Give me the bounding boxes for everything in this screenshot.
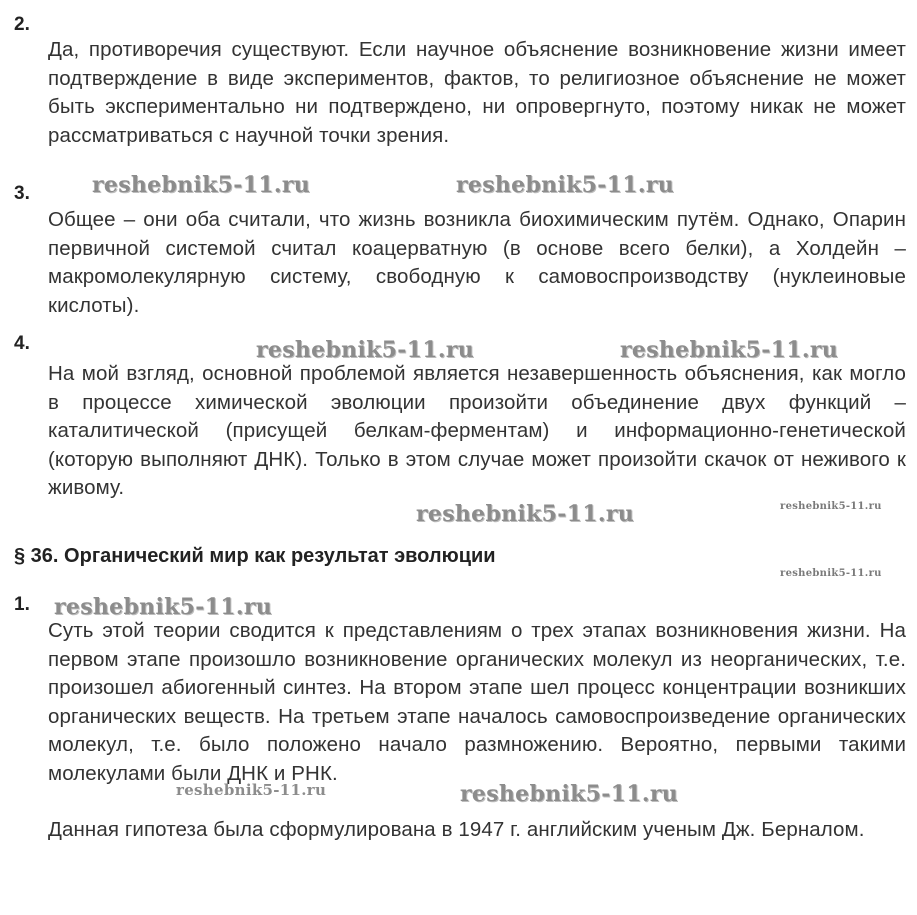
watermark: reshebnik5-11.ru: [54, 594, 273, 620]
watermark: reshebnik5-11.ru: [256, 337, 475, 363]
watermark: reshebnik5-11.ru: [780, 568, 882, 579]
watermark: reshebnik5-11.ru: [456, 172, 675, 198]
watermark: reshebnik5-11.ru: [416, 501, 635, 527]
item-number: 1.: [14, 594, 30, 615]
answer-paragraph: На мой взгляд, основной проблемой является незавершенность объяснения, как могло в процессе химической эволюции произойти объединение двух функций – каталитической (присущей белкам-ферментам) и информационно-генетической (которую выполняют ДНК). Только в этом случае может произойти скачок от неживого к живому.: [48, 362, 906, 499]
section-heading: § 36. Органический мир как результат эволюции: [14, 545, 496, 567]
watermark: reshebnik5-11.ru: [92, 172, 311, 198]
item-number: 2.: [14, 14, 30, 35]
answer-paragraph: Да, противоречия существуют. Если научное объяснение возникновение жизни имеет подтверждение в виде экспериментов, фактов, то религиозное объяснение не может быть экспериментально ни подтверждено, ни опровергнуто, поэтому никак не может рассматриваться с научной точки зрения.: [48, 38, 906, 147]
answer-paragraph: Суть этой теории сводится к представлениям о трех этапах возникновения жизни. На первом этапе произошло возникновение органических молекул из неорганических, т.е. произошел абиогенный синтез. На втором этапе шел процесс концентрации возникших органических веществ. На третьем этапе началось самовоспроизведение органических молекул, т.е. было положено начало размножению. Вероятно, первыми такими молекулами были ДНК и РНК.: [48, 619, 906, 785]
watermark: reshebnik5-11.ru: [620, 337, 839, 363]
watermark: reshebnik5-11.ru: [460, 781, 679, 807]
watermark: reshebnik5-11.ru: [176, 781, 327, 799]
item-number: 4.: [14, 333, 30, 354]
watermark: reshebnik5-11.ru: [780, 501, 882, 512]
answer-paragraph: Общее – они оба считали, что жизнь возникла биохимическим путём. Однако, Опарин первичной системой считал коацерватную (в основе всего белки), а Холдейн – макромолекулярную систему, свободную к самовоспроизводству (нуклеиновые кислоты).: [48, 208, 906, 317]
item-number: 3.: [14, 183, 30, 204]
answer-paragraph: Данная гипотеза была сформулирована в 1947 г. английским ученым Дж. Берналом.: [48, 818, 865, 841]
